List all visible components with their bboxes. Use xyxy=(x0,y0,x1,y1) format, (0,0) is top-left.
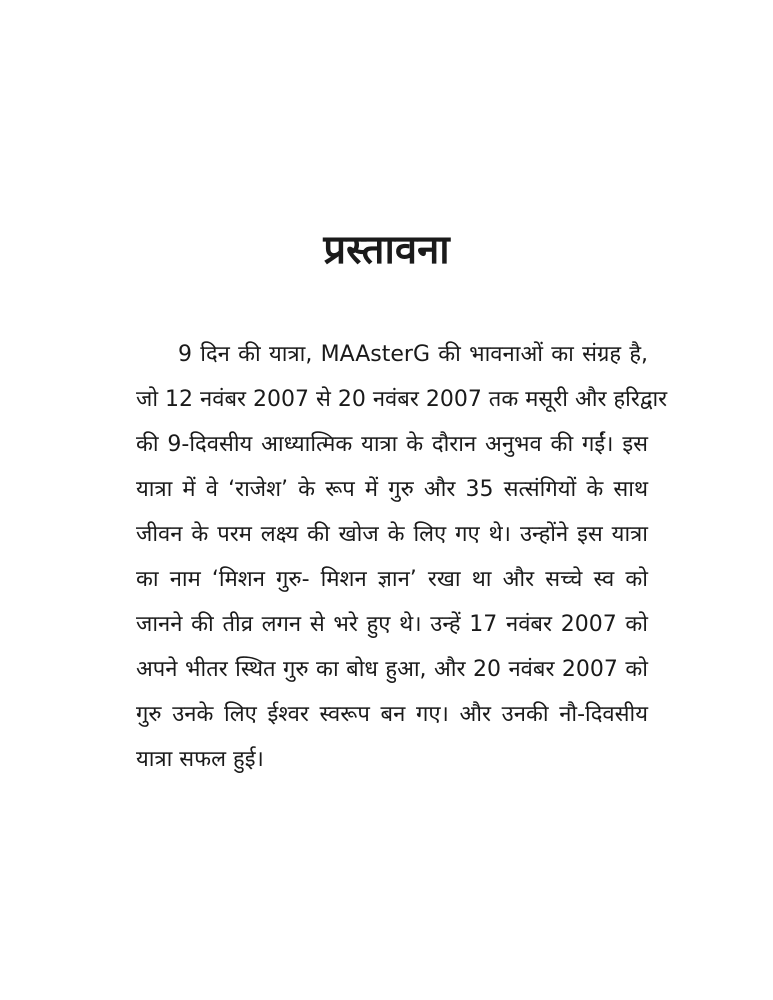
paragraph-line: अपने भीतर स्थित गुरु का बोध हुआ, और 20 नवंबर 2007 को xyxy=(136,657,648,682)
paragraph-line: गुरु उनके लिए ईश्वर स्वरूप बन गए। और उनकी नौ-दिवसीय xyxy=(136,702,648,727)
paragraph-line: का नाम ‘मिशन गुरु- मिशन ज्ञान’ रखा था और सच्चे स्व को xyxy=(136,567,648,592)
paragraph-line: जो 12 नवंबर 2007 से 20 नवंबर 2007 तक मसूरी और हरिद्वार xyxy=(136,387,668,412)
paragraph-line: की 9-दिवसीय आध्यात्मिक यात्रा के दौरान अनुभव की गईं। इस xyxy=(136,432,648,457)
paragraph-line: यात्रा सफल हुई। xyxy=(136,747,264,772)
paragraph-line: यात्रा में वे ‘राजेश’ के रूप में गुरु और 35 सत्संगियों के साथ xyxy=(136,477,648,502)
paragraph-line: जानने की तीव्र लगन से भरे हुए थे। उन्हें 17 नवंबर 2007 को xyxy=(136,612,648,637)
preface-paragraph xyxy=(136,332,668,782)
page-title: प्रस्तावना xyxy=(323,227,450,273)
paragraph-line: 9 दिन की यात्रा, MAAsterG की भावनाओं का संग्रह है, xyxy=(178,342,648,367)
paragraph-line: जीवन के परम लक्ष्य की खोज के लिए गए थे। उन्होंने इस यात्रा xyxy=(136,522,648,547)
